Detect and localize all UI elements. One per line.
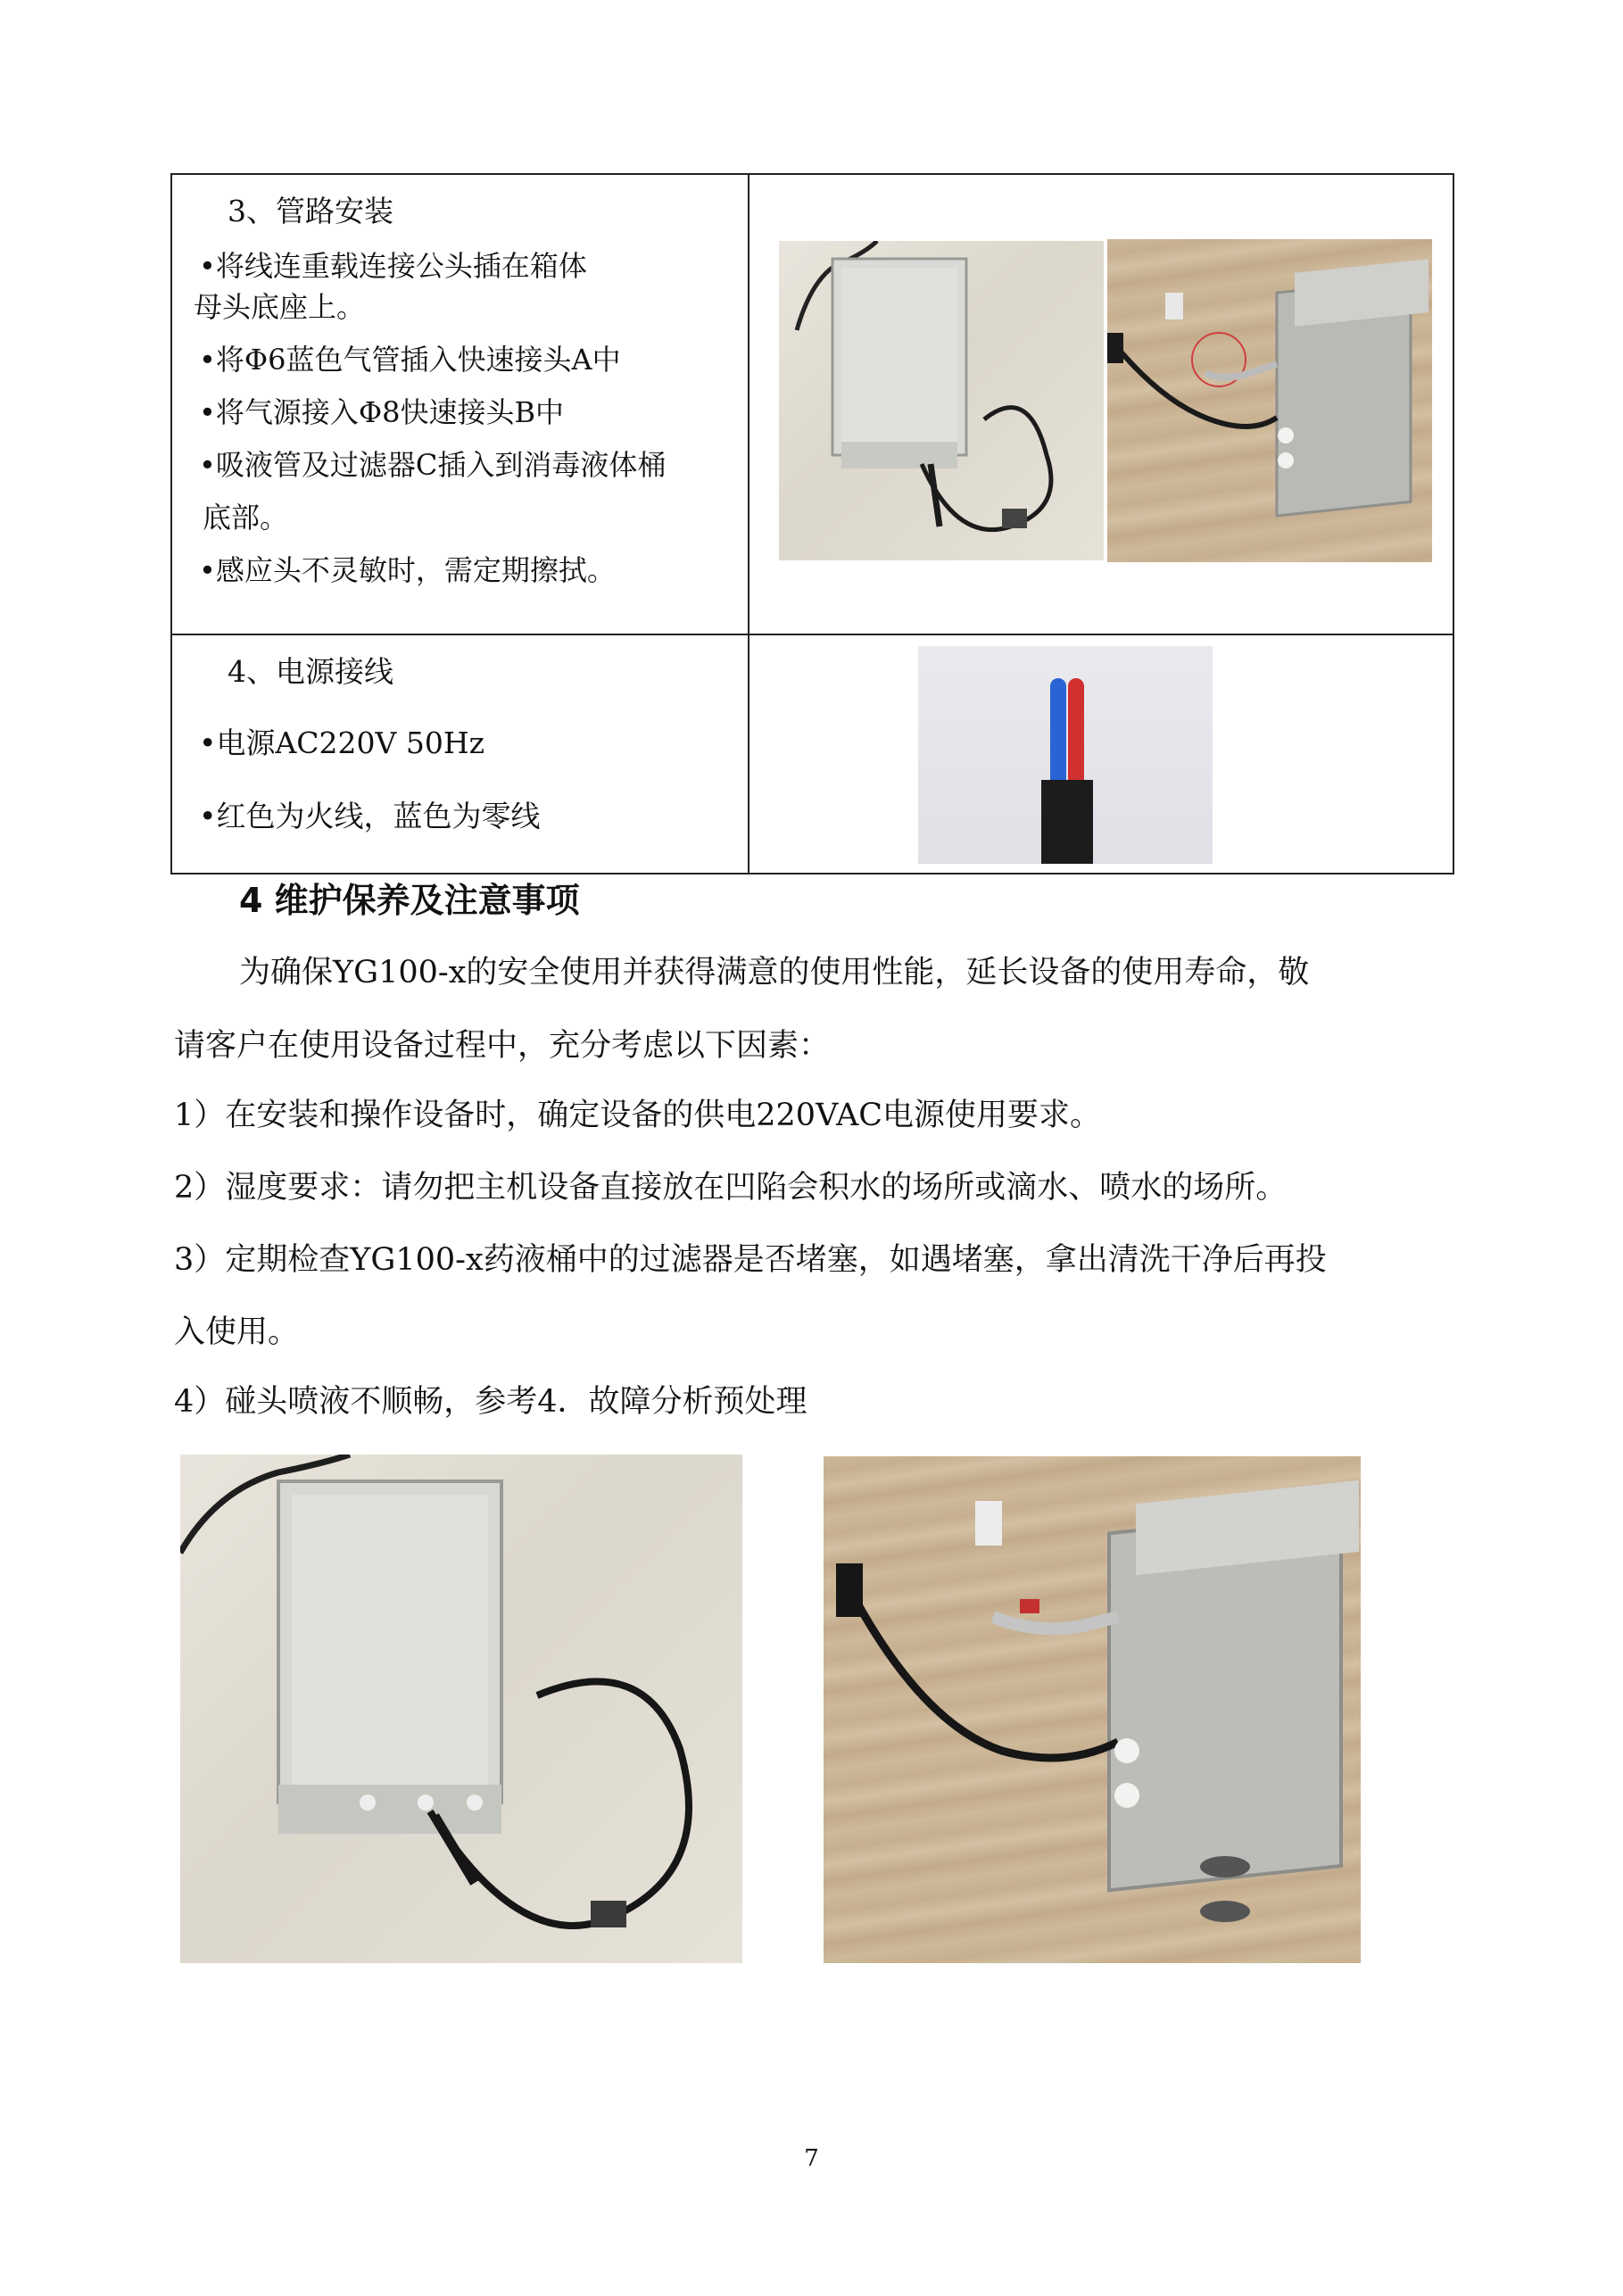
installation-table xyxy=(170,173,1454,874)
stainless-unit-photo-large xyxy=(824,1456,1361,1963)
control-box-photo-large xyxy=(180,1455,742,1963)
stainless-unit-photo-small xyxy=(1107,239,1432,562)
row1-line: 母头底座上。 xyxy=(194,290,366,324)
row1-body xyxy=(194,248,667,607)
control-box-photo-small xyxy=(779,241,1104,560)
page-number: 7 xyxy=(804,2145,819,2172)
table-column-divider xyxy=(748,175,749,873)
row2-body xyxy=(199,725,540,836)
paragraph-line: 请客户在使用设备过程中，充分考虑以下因素： xyxy=(174,1028,831,1064)
row1-line: •将气源接入Φ8快速接头B中 xyxy=(199,395,564,429)
list-item: 2）湿度要求：请勿把主机设备直接放在凹陷会积水的场所或滴水、喷水的场所。 xyxy=(174,1170,1288,1206)
row2-line: •红色为火线，蓝色为零线 xyxy=(199,799,541,833)
paragraph-line: 入使用。 xyxy=(174,1314,300,1350)
row1-line: •将线连重载连接公头插在箱体 xyxy=(199,249,587,283)
row2-title: 4、电源接线 xyxy=(228,654,393,689)
list-item: 1）在安装和操作设备时，确定设备的供电220VAC电源使用要求。 xyxy=(174,1098,1102,1133)
section-heading: 4 维护保养及注意事项 xyxy=(239,881,580,920)
row2-line: •电源AC220V 50Hz xyxy=(199,725,485,760)
row1-title: 3、管路安装 xyxy=(228,194,393,228)
row1-line: 底部。 xyxy=(203,501,289,535)
table-row-divider xyxy=(172,634,1453,635)
row1-line: •感应头不灵敏时，需定期擦拭。 xyxy=(199,553,616,587)
row1-line: •吸液管及过滤器C插入到消毒液体桶 xyxy=(199,448,667,482)
list-item: 3）定期检查YG100-x药液桶中的过滤器是否堵塞，如遇堵塞，拿出清洗干净后再投 xyxy=(174,1242,1327,1278)
paragraph-line: 为确保YG100-x的安全使用并获得满意的使用性能，延长设备的使用寿命，敬 xyxy=(239,955,1310,991)
row1-line: •将Φ6蓝色气管插入快速接头A中 xyxy=(199,343,621,377)
power-wires-photo xyxy=(918,646,1213,864)
list-item: 4）碰头喷液不顺畅，参考4．故障分析预处理 xyxy=(174,1384,807,1420)
